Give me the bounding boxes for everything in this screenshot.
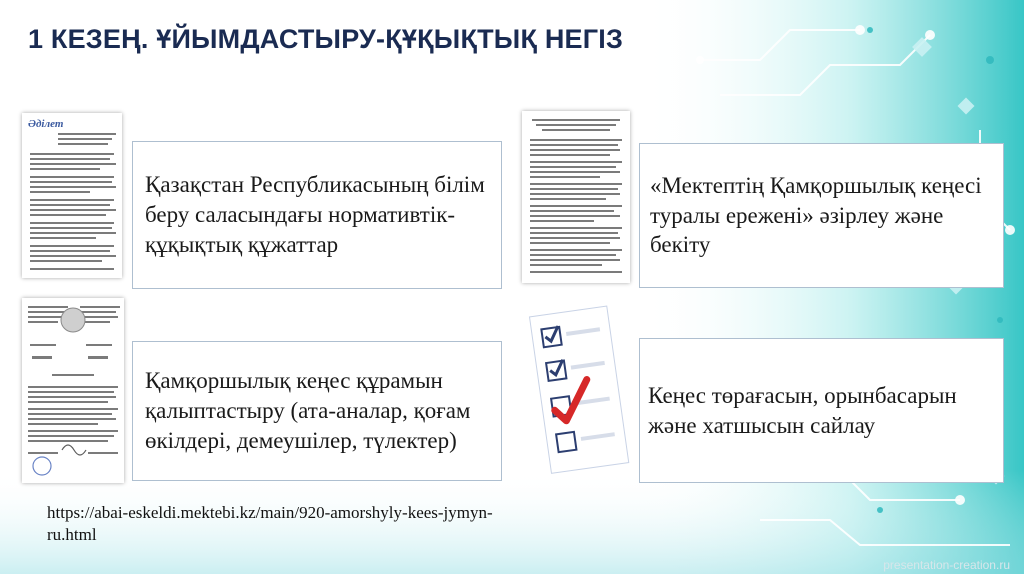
source-link[interactable]: https://abai-eskeldi.mektebi.kz/main/920-amorshyly-kees-jymyn-ru.html	[47, 503, 493, 545]
slide-title: 1 КЕЗЕҢ. ҰЙЫМДАСТЫРУ-ҚҰҚЫҚТЫҚ НЕГІЗ	[28, 24, 624, 54]
step-text-3: Қамқоршылық кеңес құрамын қалыптастыру (ата-аналар, қоғам өкілдері, демеушілер, түлектер)	[145, 368, 471, 453]
step-card-3	[132, 341, 502, 481]
step-card-1	[132, 141, 502, 289]
adilet-logo: Әділет	[28, 118, 64, 130]
step-text-4: Кеңес төрағасын, орынбасарын және хатшысын сайлау	[648, 382, 957, 438]
order-document-image	[22, 298, 124, 483]
step-text-2: «Мектептің Қамқоршылық кеңесі туралы ережені» әзірлеу және бекіту	[650, 172, 982, 258]
step-card-4	[639, 338, 1004, 483]
adilet-document-image	[22, 113, 122, 278]
regulation-document-image	[522, 111, 630, 283]
watermark-text: presentation-creation.ru	[883, 558, 1010, 572]
step-card-2	[639, 143, 1004, 288]
step-text-1: Қазақстан Республикасының білім беру саласындағы нормативтік-құқықтық құжаттар	[145, 172, 485, 257]
checklist-ballot-image	[522, 303, 632, 475]
